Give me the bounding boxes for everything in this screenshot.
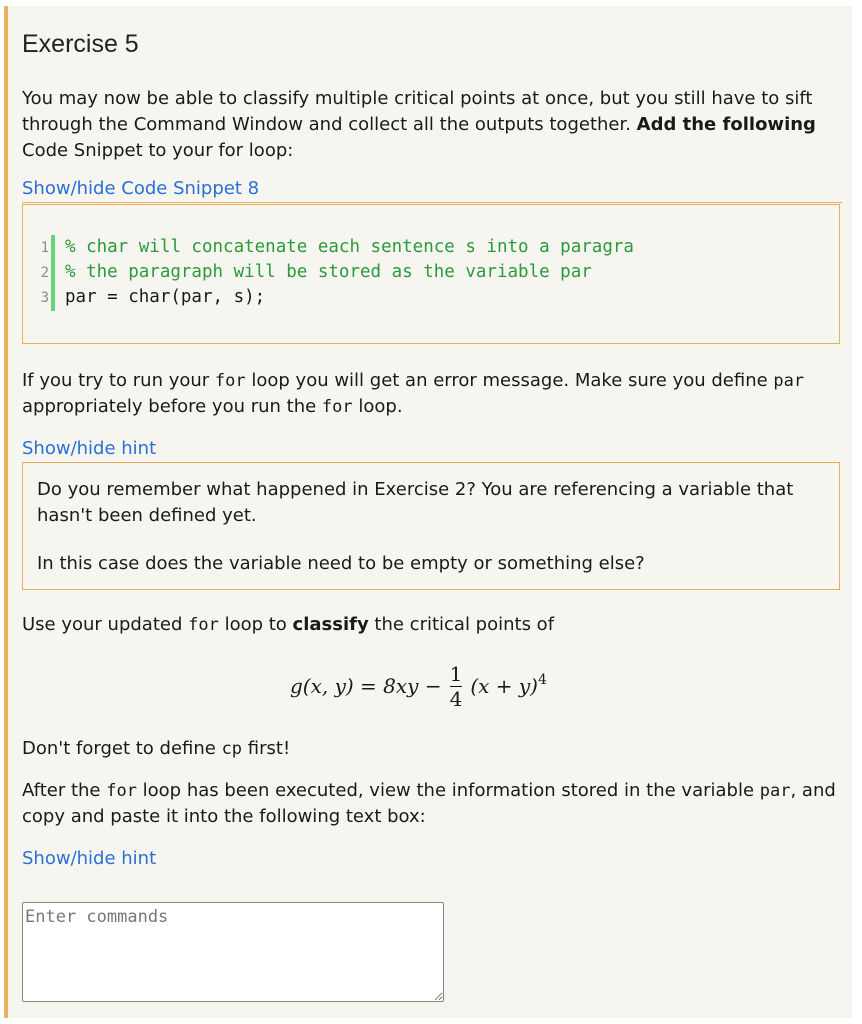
equation-fraction <box>450 662 463 711</box>
show-hide-hint-link-2[interactable]: Show/hide hint <box>22 848 157 869</box>
code-snippet-box <box>22 204 840 344</box>
exercise-panel <box>4 6 852 1018</box>
hint-box <box>22 462 840 590</box>
code-line-1: % char will concatenate each sentence s into a paragra <box>65 237 634 257</box>
error-paragraph: If you try to run your for loop you will get an error message. Make sure you define par appropriately before you run the for loop. <box>22 370 805 417</box>
equation <box>290 656 547 716</box>
line-number: 1 <box>40 239 49 256</box>
snippet-divider <box>22 202 842 203</box>
fraction-denominator: 4 <box>449 686 463 711</box>
equation-exponent: 4 <box>537 672 547 688</box>
line-number: 3 <box>40 289 49 306</box>
intro-paragraph: You may now be able to classify multiple critical points at once, but you still have to sift through the Command Window and collect all the outputs together. Add the following Code Snippet to your for loop: <box>22 88 816 161</box>
after-paragraph: After the for loop has been executed, view the information stored in the variable par, and copy and paste it into the following text box: <box>22 780 836 827</box>
equation-lhs: g(x, y) = 8xy − <box>290 674 442 698</box>
hint-text-1: Do you remember what happened in Exercise 2? You are referencing a variable that hasn't been defined yet. <box>37 479 794 526</box>
classify-paragraph: Use your updated for loop to classify the critical points of <box>22 614 555 635</box>
exercise-title: Exercise 5 <box>22 30 139 58</box>
equation-rhs: (x + y) <box>470 674 538 698</box>
code-line-2: % the paragraph will be stored as the variable par <box>65 262 592 282</box>
define-paragraph: Don't forget to define cp first! <box>22 738 291 759</box>
code-gutter <box>51 235 55 311</box>
code-line-3: par = char(par, s); <box>65 287 266 307</box>
show-hide-hint-link-1[interactable]: Show/hide hint <box>22 438 157 459</box>
hint-text-2: In this case does the variable need to be empty or something else? <box>37 553 645 574</box>
show-hide-snippet-link[interactable]: Show/hide Code Snippet 8 <box>22 178 260 199</box>
fraction-numerator: 1 <box>449 661 463 686</box>
commands-textbox[interactable] <box>22 902 444 1002</box>
line-number: 2 <box>40 264 49 281</box>
